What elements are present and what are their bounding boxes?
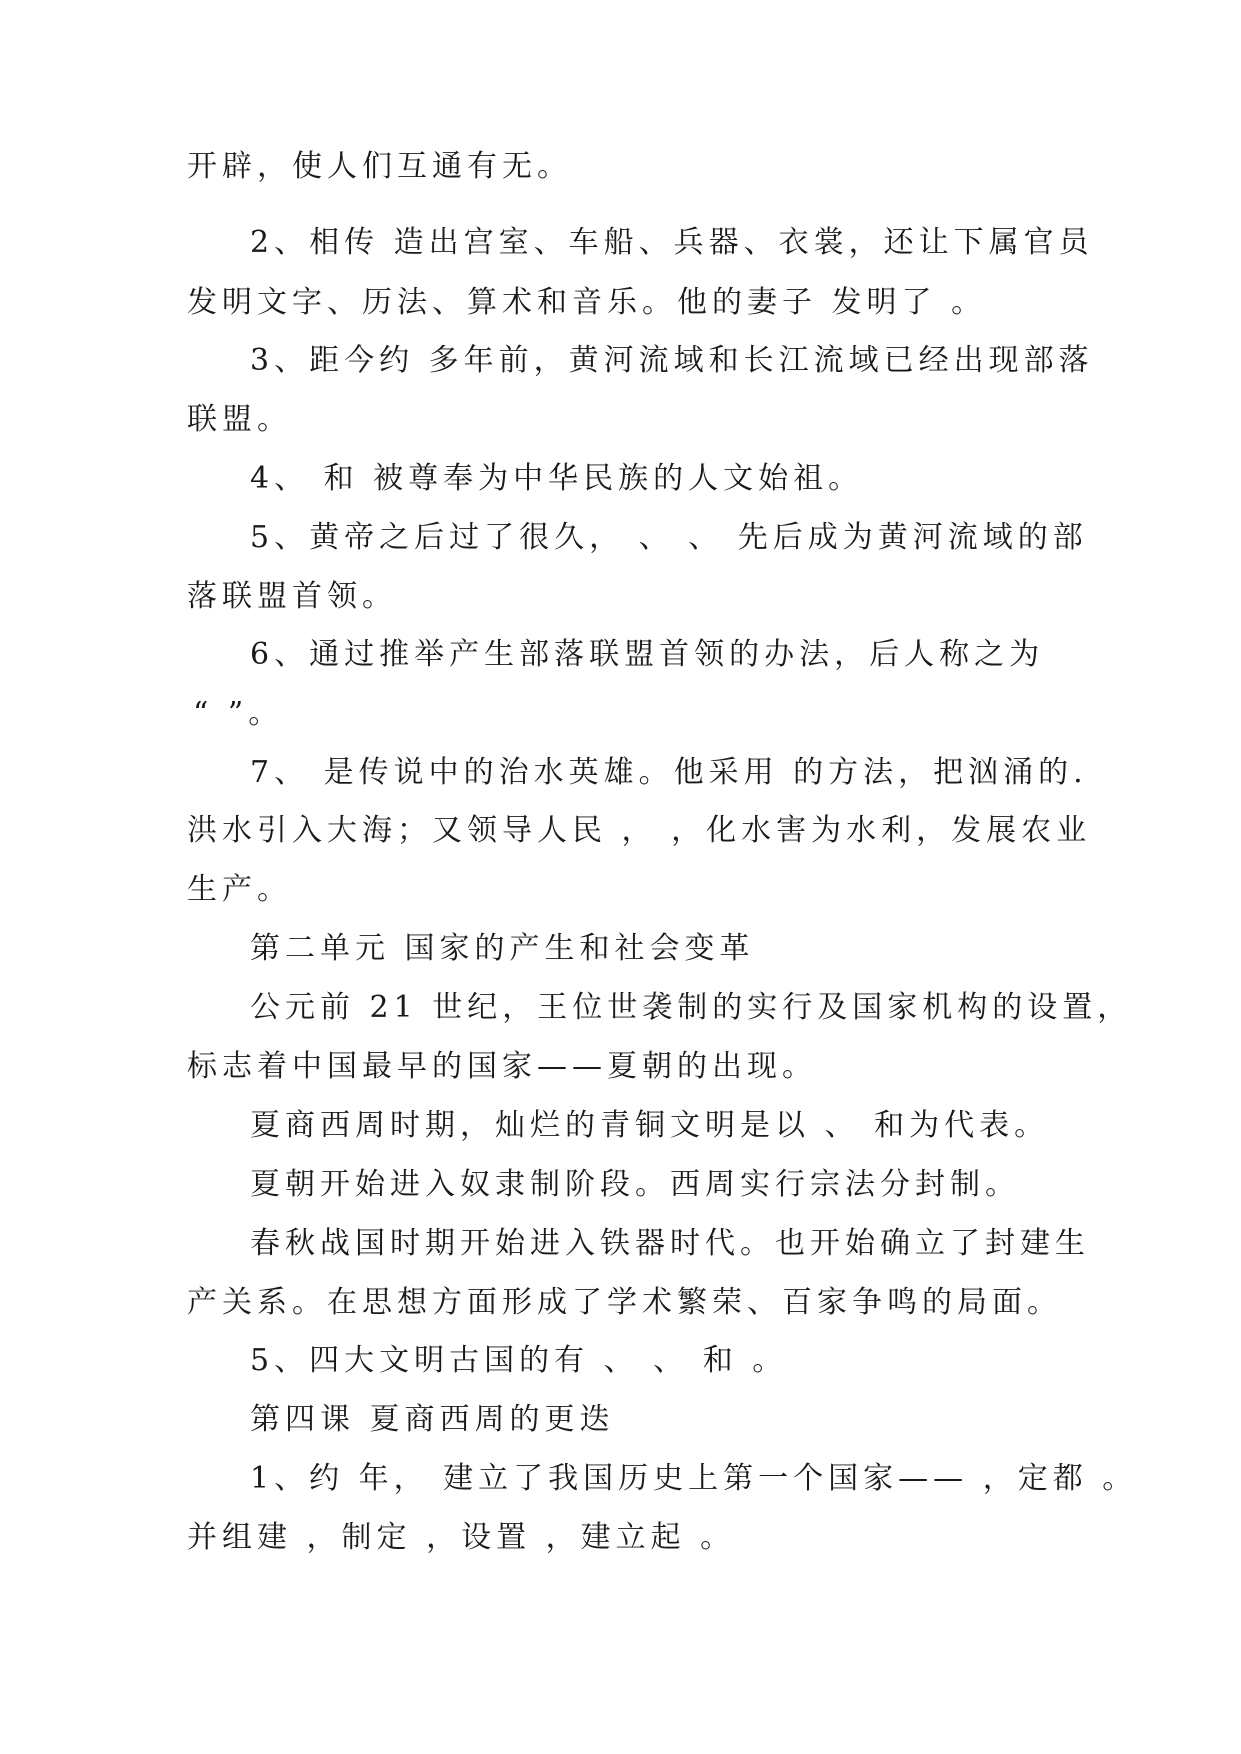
text-line: 产关系。在思想方面形成了学术繁荣、百家争鸣的局面。 xyxy=(187,1285,1062,1320)
text-line: 标志着中国最早的国家——夏朝的出现。 xyxy=(187,1049,817,1084)
section-heading: 第二单元 国家的产生和社会变革 xyxy=(250,931,755,966)
text-line: 开辟，使人们互通有无。 xyxy=(187,149,572,184)
text-line: 发明文字、历法、算术和音乐。他的妻子 发明了 。 xyxy=(187,285,987,320)
text-line: 并组建 ，制定 ，设置 ，建立起 。 xyxy=(187,1520,736,1555)
text-line: 5、四大文明古国的有 、 、 和 。 xyxy=(250,1343,788,1378)
text-line: 落联盟首领。 xyxy=(187,579,397,614)
text-line: “ ”。 xyxy=(193,696,284,731)
text-line: 洪水引入大海；又领导人民 ， ，化水害为水利，发展农业 xyxy=(187,813,1092,848)
text-line: 春秋战国时期开始进入铁器时代。也开始确立了封建生 xyxy=(250,1226,1090,1261)
text-line: 夏朝开始进入奴隶制阶段。西周实行宗法分封制。 xyxy=(250,1167,1020,1202)
text-line: 3、距今约 多年前，黄河流域和长江流域已经出现部落 xyxy=(250,343,1094,378)
lesson-heading: 第四课 夏商西周的更迭 xyxy=(250,1402,615,1437)
text-line: 7、 是传说中的治水英雄。他采用 的方法，把汹涌的. xyxy=(250,755,1088,790)
text-line: 公元前 21 世纪，王位世袭制的实行及国家机构的设置， xyxy=(250,990,1133,1025)
text-line: 夏商西周时期，灿烂的青铜文明是以 、 和为代表。 xyxy=(250,1108,1050,1143)
text-line: 生产。 xyxy=(187,872,292,907)
text-line: 5、黄帝之后过了很久， 、 、 先后成为黄河流域的部 xyxy=(250,520,1088,555)
text-line: 6、通过推举产生部落联盟首领的办法，后人称之为 xyxy=(250,637,1045,672)
text-line: 4、 和 被尊奉为中华民族的人文始祖。 xyxy=(250,461,864,496)
text-line: 联盟。 xyxy=(187,402,292,437)
text-line: 1、约 年， 建立了我国历史上第一个国家—— ，定都 。 xyxy=(250,1461,1138,1496)
text-line: 2、相传 造出宫室、车船、兵器、衣裳，还让下属官员 xyxy=(250,225,1094,260)
